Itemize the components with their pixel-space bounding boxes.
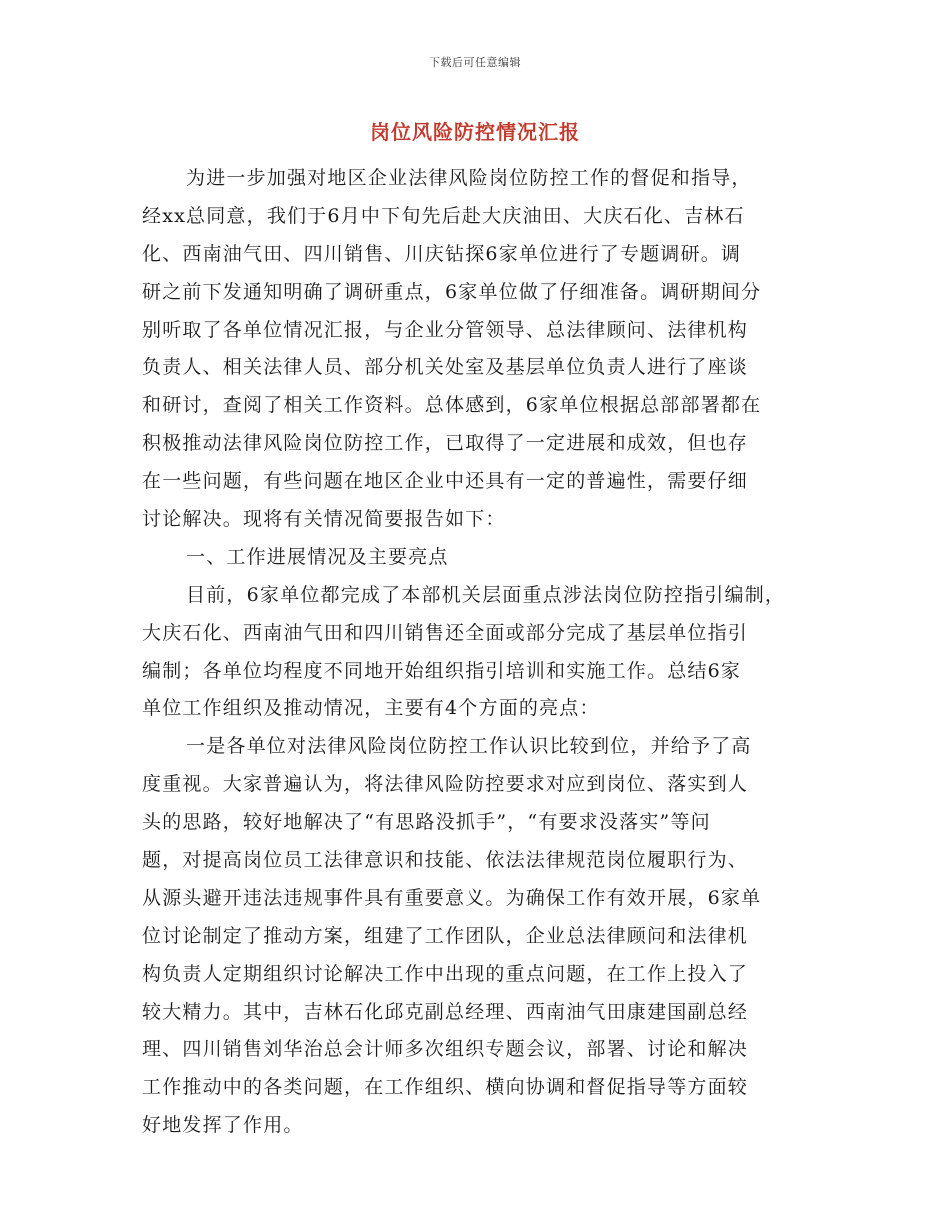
text-line: 较大精力。其中，吉林石化邱克副总经理、西南油气田康建国副总经 (142, 1000, 749, 1023)
text-line: 位讨论制定了推动方案，组建了工作团队，企业总法律顾问和法律机 (142, 924, 749, 947)
text-line: 头的思路，较好地解决了“有思路没抓手”，“有要求没落实”等问 (142, 811, 711, 834)
text-line: 编制；各单位均程度不同地开始组织指引培训和实施工作。总结6家 (142, 659, 742, 682)
text-line: 一、工作进展情况及主要亮点 (186, 545, 449, 568)
text-line: 构负责人定期组织讨论解决工作中出现的重点问题，在工作上投入了 (142, 962, 749, 985)
text-line: 题，对提高岗位员工法律意识和技能、依法法律规范岗位履职行为、 (142, 849, 749, 872)
text-line: 积极推动法律风险岗位防控工作，已取得了一定进展和成效，但也存 (142, 432, 749, 455)
text-line: 经xx总同意，我们于6月中下旬先后赴大庆油田、大庆石化、吉林石 (142, 204, 745, 227)
text-line: 度重视。大家普遍认为，将法律风险防控要求对应到岗位、落实到人 (142, 773, 749, 796)
header-note: 下载后可任意编辑 (429, 56, 521, 69)
text-line: 负责人、相关法律人员、部分机关处室及基层单位负责人进行了座谈 (142, 356, 749, 379)
text-line: 在一些问题，有些问题在地区企业中还具有一定的普遍性，需要仔细 (142, 470, 749, 493)
text-line: 好地发挥了作用。 (142, 1114, 304, 1137)
text-line: 目前，6家单位都完成了本部机关层面重点涉法岗位防控指引编制， (186, 583, 786, 606)
text-line: 研之前下发通知明确了调研重点，6家单位做了仔细准备。调研期间分 (142, 280, 762, 303)
text-line: 理、四川销售刘华治总会计师多次组织专题会议，部署、讨论和解决 (142, 1038, 749, 1061)
document-body (142, 160, 822, 1145)
text-line: 化、西南油气田、四川销售、川庆钻探6家单位进行了专题调研。调 (142, 242, 742, 265)
text-line: 大庆石化、西南油气田和四川销售还全面或部分完成了基层单位指引 (142, 621, 749, 644)
text-line: 从源头避开违法违规事件具有重要意义。为确保工作有效开展，6家单 (142, 886, 762, 909)
text-line: 单位工作组织及推动情况，主要有4个方面的亮点： (142, 697, 600, 720)
text-line: 为进一步加强对地区企业法律风险岗位防控工作的督促和指导， (186, 167, 752, 189)
text-line: 一是各单位对法律风险岗位防控工作认识比较到位，并给予了高 (186, 735, 752, 758)
text-line: 别听取了各单位情况汇报，与企业分管领导、总法律顾问、法律机构 (142, 318, 749, 341)
text-line: 讨论解决。现将有关情况简要报告如下： (142, 508, 506, 531)
document-title: 岗位风险防控情况汇报 (370, 120, 580, 144)
text-line: 工作推动中的各类问题，在工作组织、横向协调和督促指导等方面较 (142, 1076, 749, 1099)
text-line: 和研讨，查阅了相关工作资料。总体感到，6家单位根据总部部署都在 (142, 394, 762, 417)
